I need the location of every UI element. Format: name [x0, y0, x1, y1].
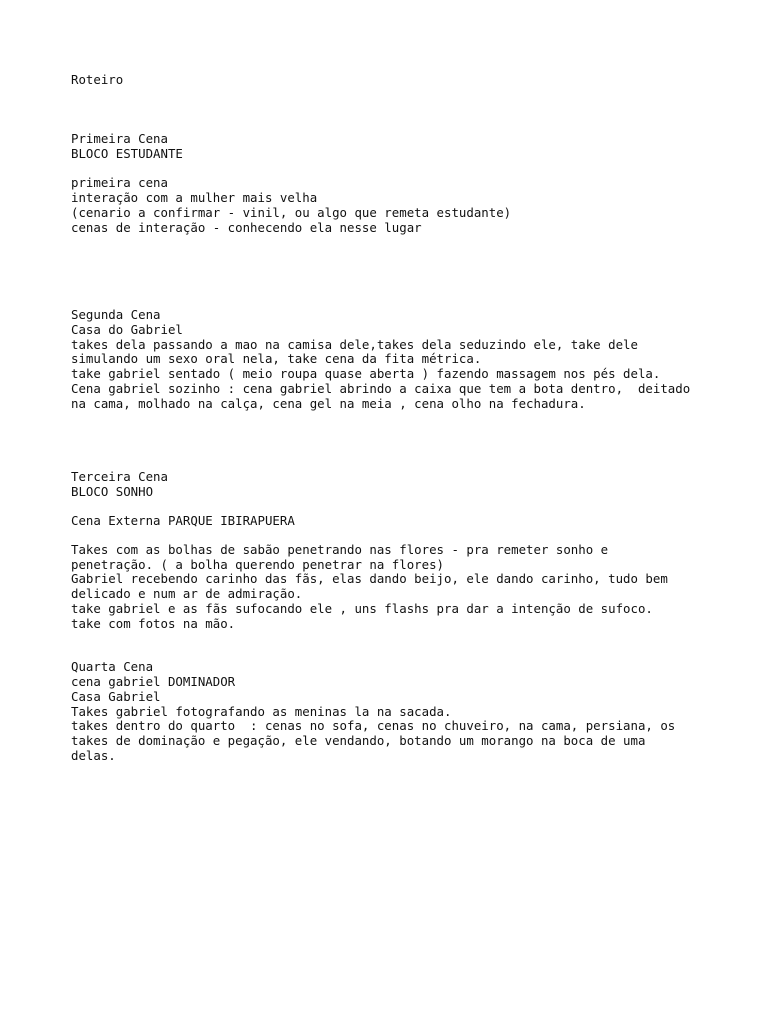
- scene-line: delas.: [71, 748, 116, 763]
- scene-heading: Primeira Cena: [71, 131, 168, 146]
- scene-line: simulando um sexo oral nela, take cena da fita métrica.: [71, 351, 482, 366]
- scene-line: takes dentro do quarto : cenas no sofa, cenas no chuveiro, na cama, persiana, os: [71, 718, 676, 733]
- scene-line: Casa Gabriel: [71, 689, 161, 704]
- scene-line: cenas de interação - conhecendo ela nesse lugar: [71, 220, 422, 235]
- scene-line: na cama, molhado na calça, cena gel na meia , cena olho na fechadura.: [71, 396, 586, 411]
- scene-heading: Segunda Cena: [71, 307, 161, 322]
- scene-line: (cenario a confirmar - vinil, ou algo que remeta estudante): [71, 205, 512, 220]
- scene-line: cena gabriel DOMINADOR: [71, 674, 236, 689]
- scene-line: takes de dominação e pegação, ele vendando, botando um morango na boca de uma: [71, 733, 646, 748]
- scene-heading: Quarta Cena: [71, 659, 154, 674]
- scene-heading: Terceira Cena: [71, 469, 168, 484]
- scene-line: Cena gabriel sozinho : cena gabriel abrindo a caixa que tem a bota dentro, deitado: [71, 381, 691, 396]
- scene-line: Takes com as bolhas de sabão penetrando nas flores - pra remeter sonho e: [71, 542, 609, 557]
- scene-line: Takes gabriel fotografando as meninas la na sacada.: [71, 704, 452, 719]
- scene-line: delicado e num ar de admiração.: [71, 586, 303, 601]
- scene-line: Cena Externa PARQUE IBIRAPUERA: [71, 513, 295, 528]
- scene-line: take com fotos na mão.: [71, 616, 236, 631]
- scene-line: Gabriel recebendo carinho das fãs, elas dando beijo, ele dando carinho, tudo bem: [71, 571, 668, 586]
- scene-line: take gabriel sentado ( meio roupa quase aberta ) fazendo massagem nos pés dela.: [71, 366, 661, 381]
- scene-line: BLOCO SONHO: [71, 484, 154, 499]
- scene-line: interação com a mulher mais velha: [71, 190, 318, 205]
- document-title: Roteiro: [71, 72, 124, 87]
- scene-line: takes dela passando a mao na camisa dele,takes dela seduzindo ele, take dele: [71, 337, 638, 352]
- scene-line: penetração. ( a bolha querendo penetrar na flores): [71, 557, 444, 572]
- scene-line: take gabriel e as fãs sufocando ele , uns flashs pra dar a intenção de sufoco.: [71, 601, 653, 616]
- scene-line: primeira cena: [71, 175, 168, 190]
- scene-line: Casa do Gabriel: [71, 322, 183, 337]
- scene-line: BLOCO ESTUDANTE: [71, 146, 183, 161]
